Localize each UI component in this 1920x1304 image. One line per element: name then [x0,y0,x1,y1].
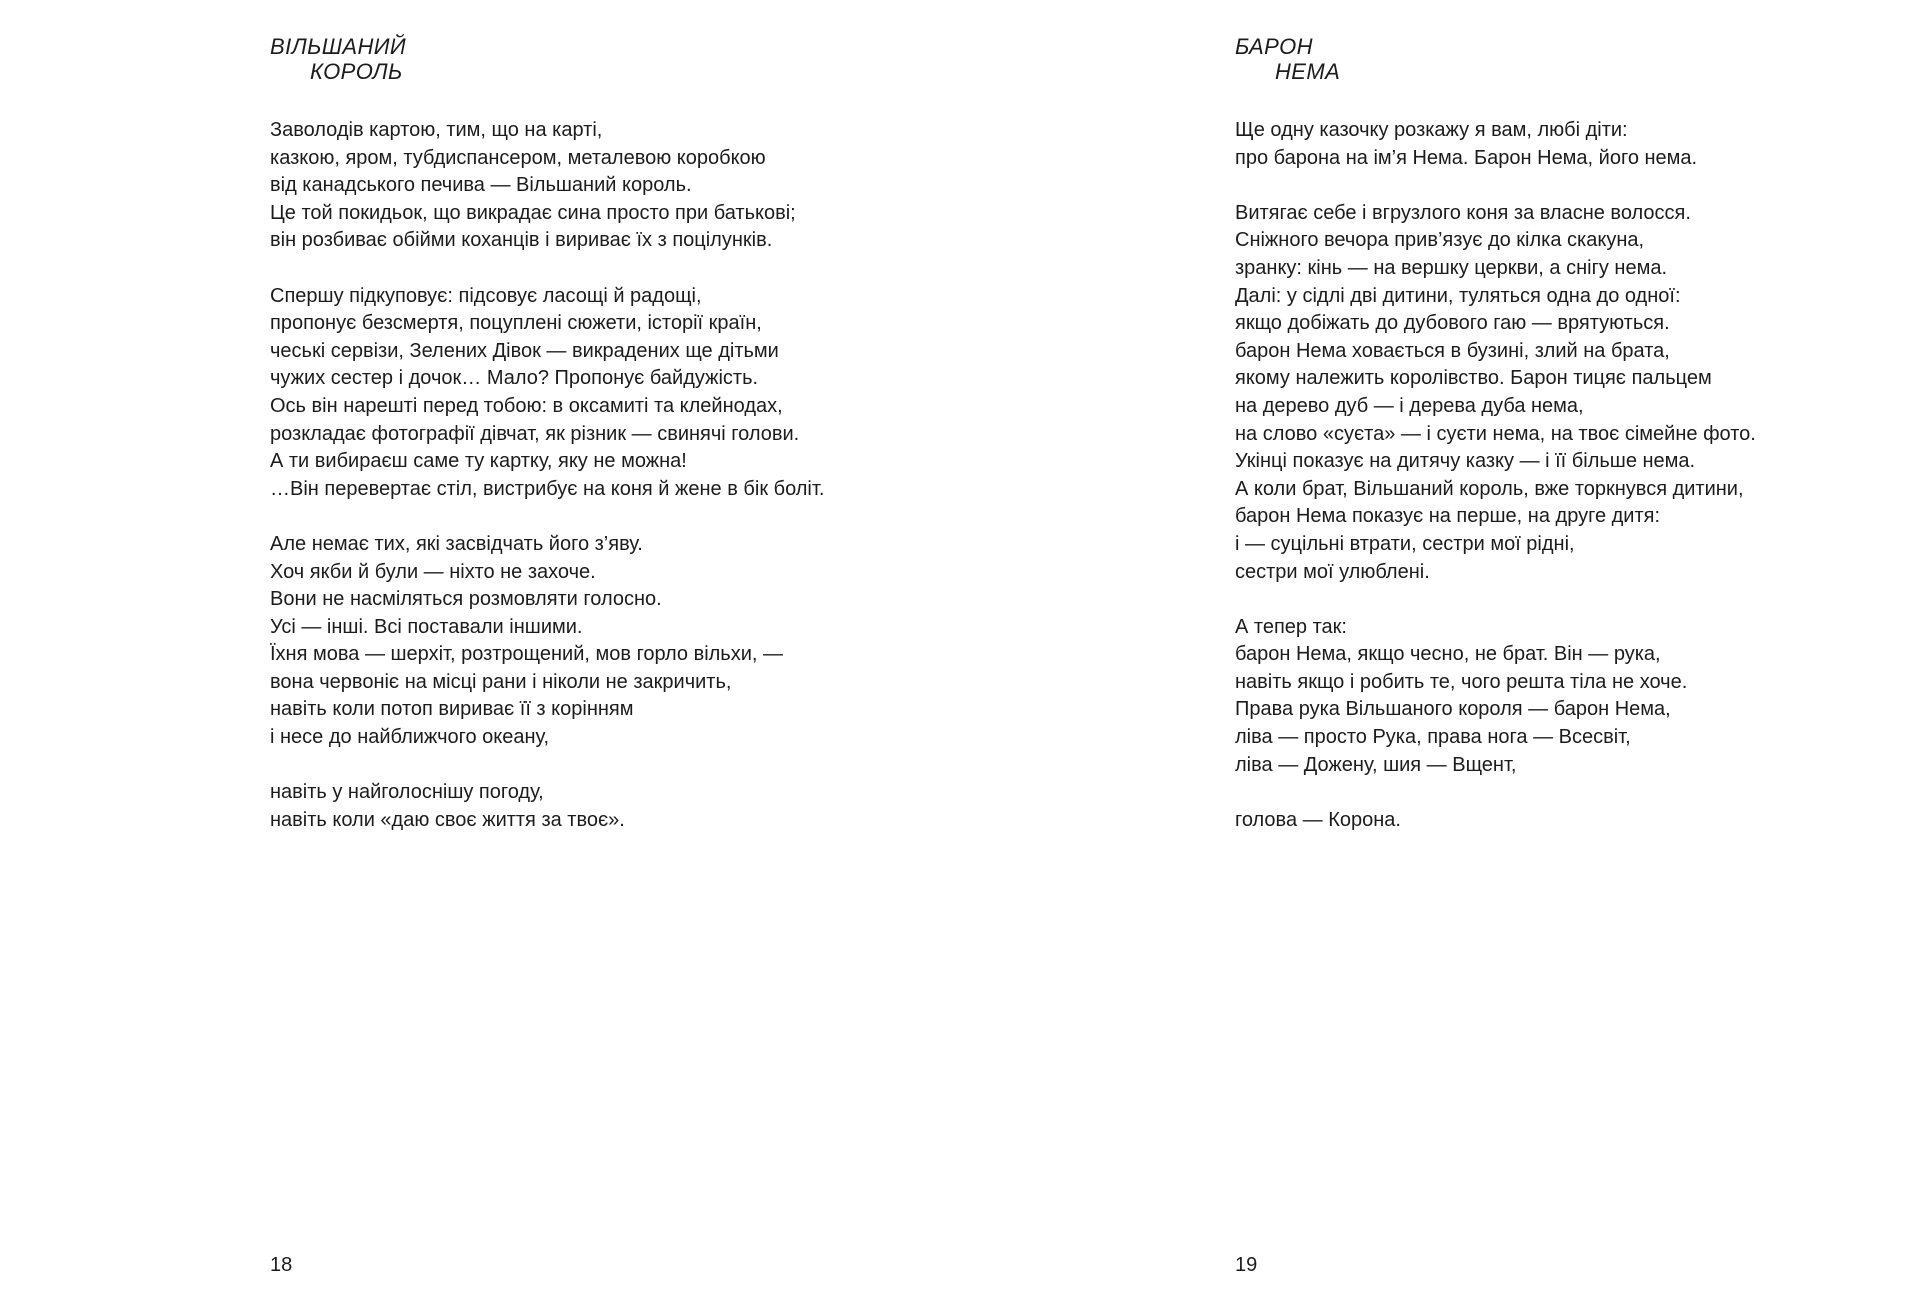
poem-line: А тепер так: [1235,615,1347,638]
poem-line: Хоч якби й були — ніхто не захоче. [270,560,596,583]
poem-line: Спершу підкуповує: підсовує ласощі й радощі, [270,284,702,307]
poem-line: чужих сестер і дочок… Мало? Пропонує байдужість. [270,367,759,390]
poem-line: вона червоніє на місці рани і ніколи не закричить, [270,670,732,693]
poem-line: Усі — інші. Всі поставали іншими. [270,615,583,638]
poem-line: він розбиває обійми коханців і вириває їх з поцілунків. [270,229,773,252]
poem-line: Ось він нарешті перед тобою: в оксамиті та клейнодах, [270,394,783,417]
poem-line: Витягає себе і вгрузлого коня за власне волосся. [1235,201,1691,224]
poem-line: сестри мої улюблені. [1235,560,1430,583]
poem-line: Це той покидьок, що викрадає сина просто при батькові; [270,201,796,224]
poem-line: …Він перевертає стіл, вистрибує на коня й жене в бік боліт. [270,477,825,500]
poem-line: барон Нема, якщо чесно, не брат. Він — рука, [1235,643,1661,666]
poem-line: якщо добіжать до дубового гаю — врятуються. [1235,312,1670,335]
poem-line: Ще одну казочку розкажу я вам, любі діти: [1235,119,1628,141]
poem-line: голова — Корона. [1235,808,1401,831]
poem-line: барон Нема показує на перше, на друге дитя: [1235,505,1661,528]
poem-line: навіть у найголоснішу погоду, [270,781,544,804]
poem-line: Далі: у сідлі дві дитини, туляться одна до одної: [1235,284,1681,307]
title-line: НЕМА [1275,59,1341,84]
page-number: 18 [270,1254,293,1276]
poem-line: навіть якщо і робить те, чого решта тіла не хоче. [1235,670,1688,693]
poem-line: барон Нема ховається в бузині, злий на брата, [1235,339,1670,362]
stanza [270,283,824,504]
poem-line: якому належить королівство. Барон тицяє пальцем [1235,367,1712,390]
poem-line: А ти вибираєш саме ту картку, яку не можна! [270,450,687,473]
stanza [1235,614,1756,780]
title-line: ВІЛЬШАНИЙ [270,34,407,59]
poem-line: навіть коли «даю своє життя за твоє». [270,808,625,831]
poem-line: Але немає тих, які засвідчать його з’яву. [270,532,643,555]
poem-line: ліва — просто Рука, права нога — Всесвіт, [1235,726,1631,749]
stanza [270,531,824,752]
poem-line: Права рука Вільшаного короля — барон Нема, [1235,698,1671,721]
poem-title [1235,34,1340,84]
poem-line: і — суцільні втрати, сестри мої рідні, [1235,532,1575,555]
stanza [1235,117,1756,172]
poem-line: на слово «суєта» — і суєти нема, на твоє сімейне фото. [1235,422,1756,445]
poem-body [270,117,824,862]
poem-line: навіть коли потоп вириває її з корінням [270,698,634,721]
stanza [1235,200,1756,586]
poem-line: розкладає фотографії дівчат, як різник — свинячі голови. [270,422,800,445]
left-page [270,0,930,1304]
poem-line: і несе до найближчого океану, [270,726,550,749]
poem-line: казкою, яром, тубдиспансером, металевою коробкою [270,146,766,169]
title-line: БАРОН [1235,34,1313,59]
title-line: КОРОЛЬ [310,59,403,84]
stanza [1235,807,1756,835]
stanza [270,779,824,834]
poem-line: ліва — Дожену, шия — Вщент, [1235,753,1517,776]
poem-line: Вони не насміляться розмовляти голосно. [270,588,662,611]
poem-line: чеські сервізи, Зелених Дівок — викрадених ще дітьми [270,339,779,362]
poem-line: від канадського печива — Вільшаний король. [270,174,692,197]
poem-line: Сніжного вечора прив’язує до кілка скакуна, [1235,229,1645,252]
poem-body [1235,117,1756,862]
poem-line: на дерево дуб — і дерева дуба нема, [1235,394,1584,417]
page-number: 19 [1235,1254,1258,1276]
right-page [1235,0,1895,1304]
poem-line: Заволодів картою, тим, що на карті, [270,119,603,141]
poem-line: Укінці показує на дитячу казку — і її більше нема. [1235,450,1696,473]
poem-line: зранку: кінь — на вершку церкви, а снігу нема. [1235,256,1668,279]
poem-line: про барона на ім’я Нема. Барон Нема, його нема. [1235,146,1698,169]
poem-title [270,34,406,84]
poem-line: пропонує безсмертя, поцуплені сюжети, історії країн, [270,312,762,335]
poem-line: А коли брат, Вільшаний король, вже торкнувся дитини, [1235,477,1744,500]
stanza [270,117,824,255]
poem-line: Їхня мова — шерхіт, розтрощений, мов горло вільхи, — [270,643,784,666]
